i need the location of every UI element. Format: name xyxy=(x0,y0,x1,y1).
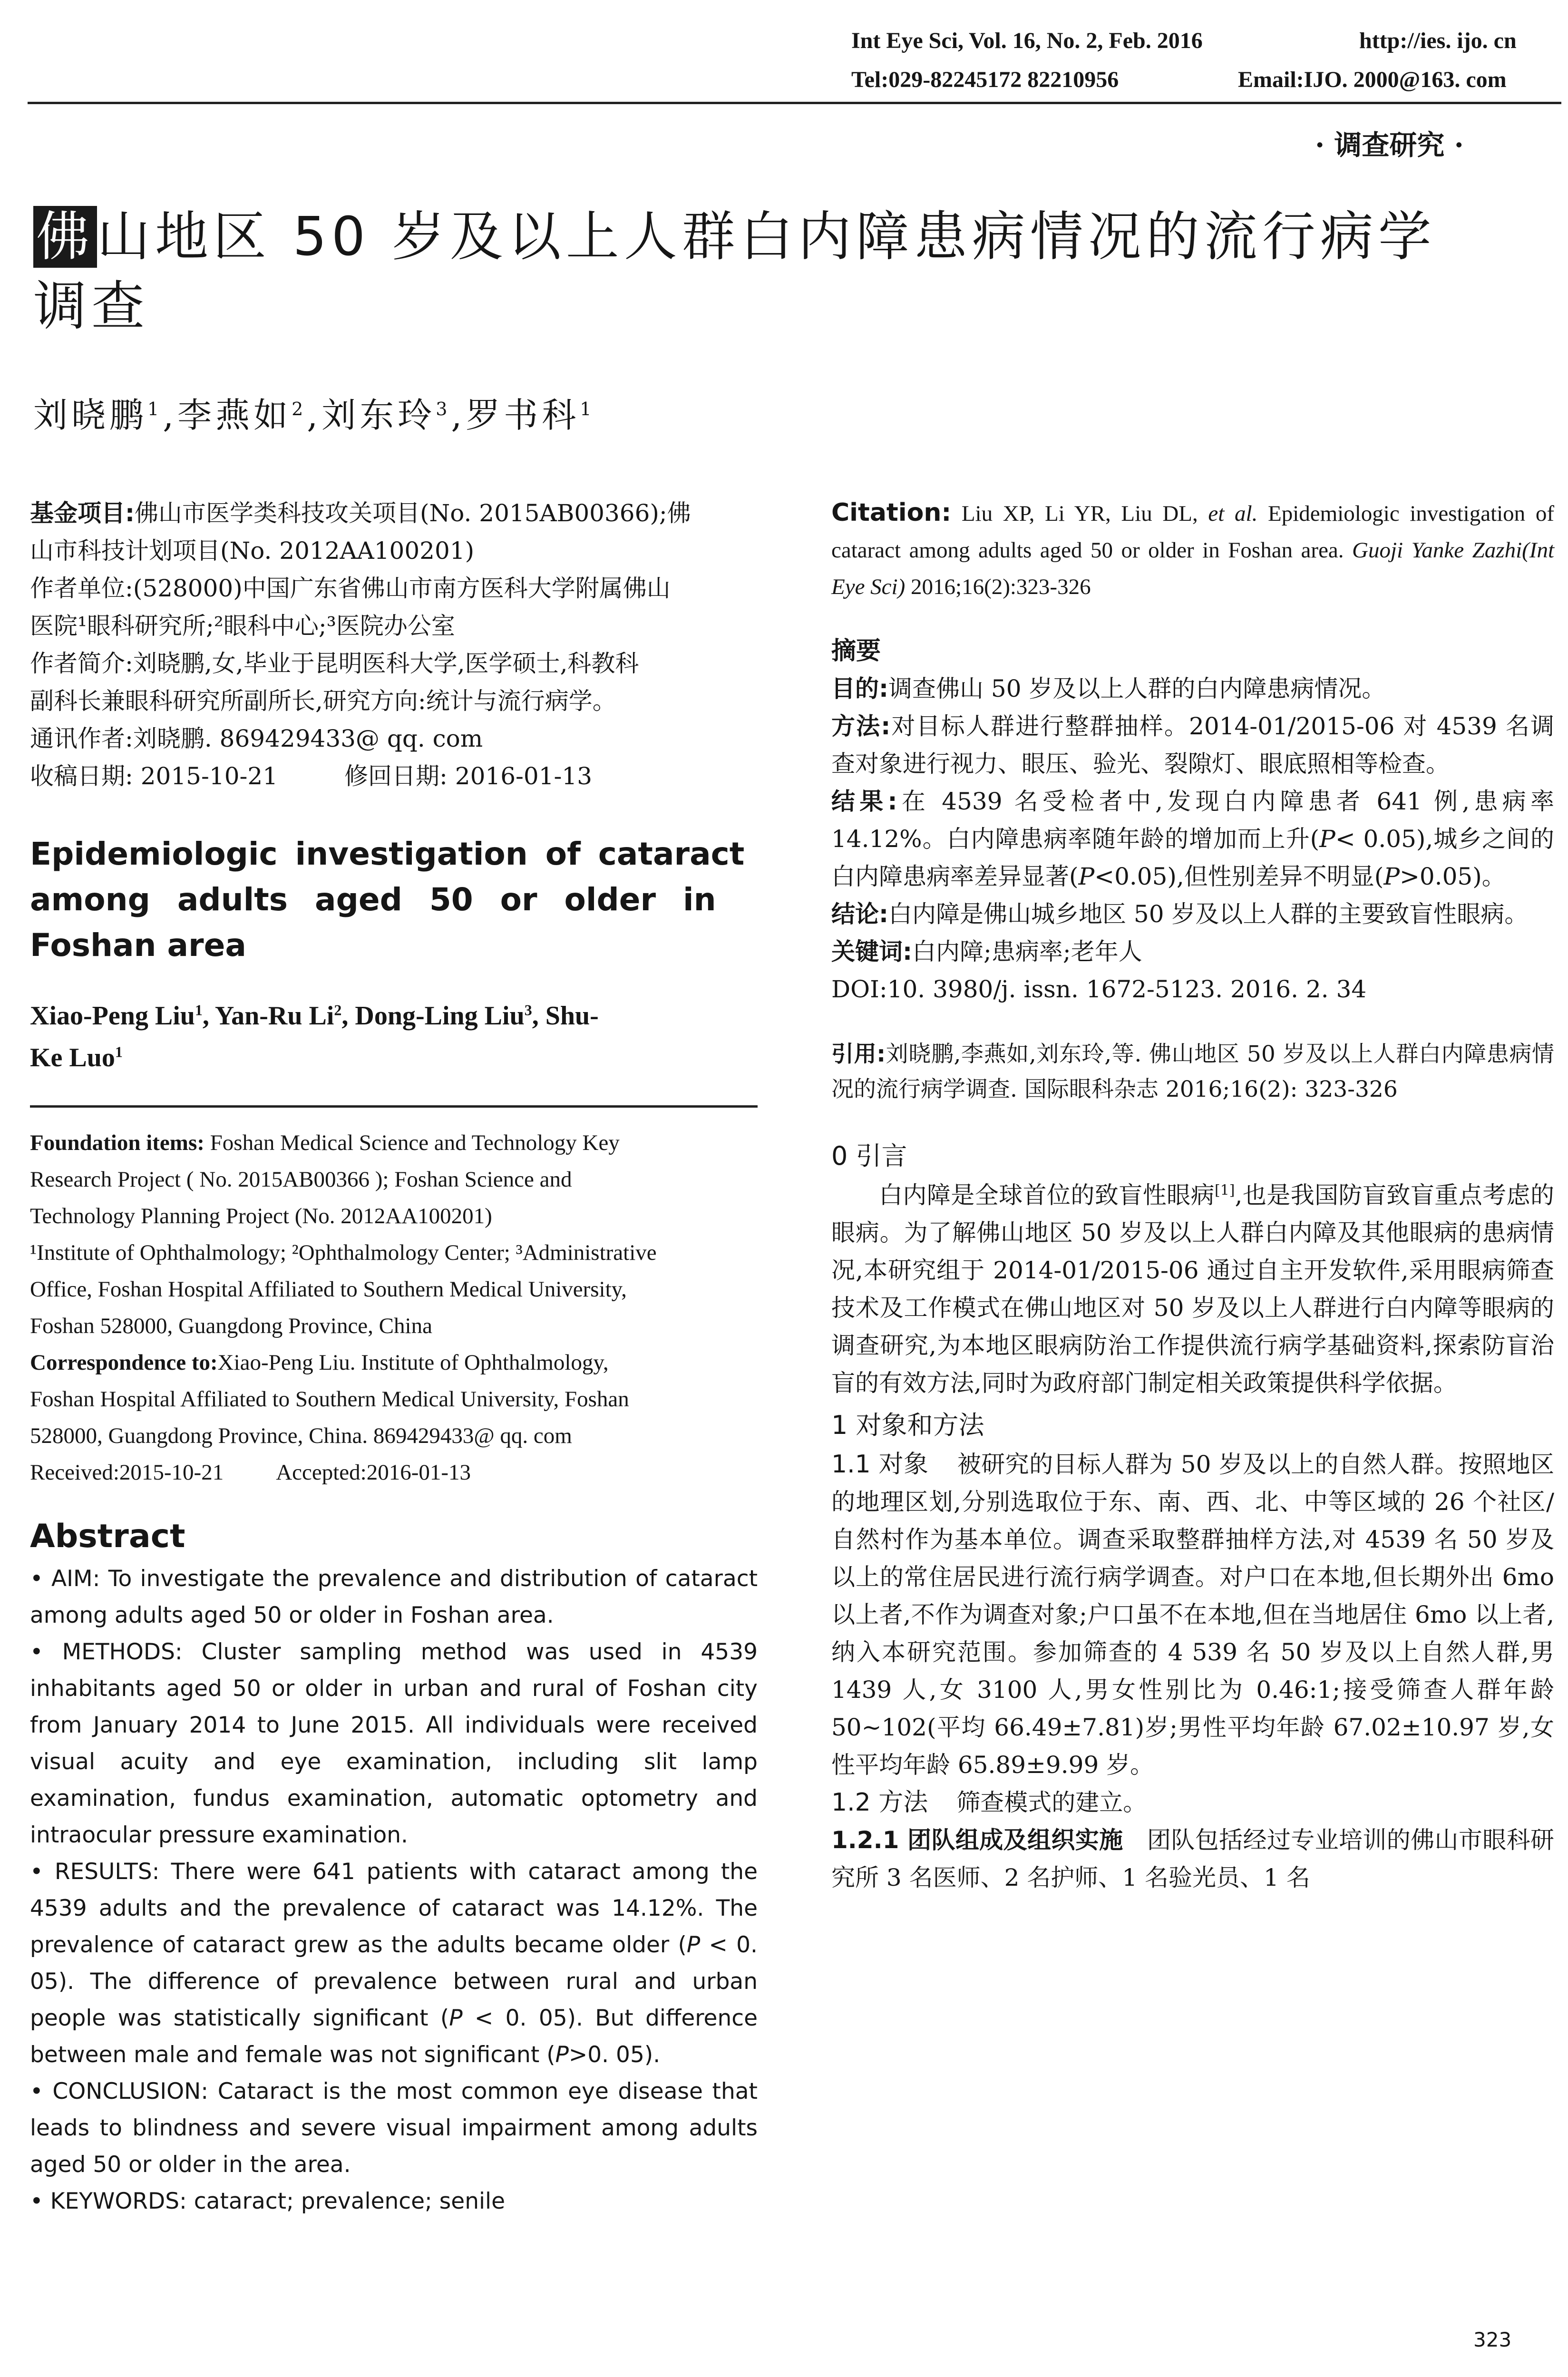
author-3-sup: 3 xyxy=(436,399,451,419)
fund-text-2: 山市科技计划项目(No. 2012AA100201) xyxy=(30,537,475,565)
results-p-1: P xyxy=(686,1932,701,1958)
results-part-2: < 0. 05). The difference of prevalence between rural and urban people was statistically significant ( xyxy=(30,1932,758,2031)
author-4-sup: 1 xyxy=(580,399,595,419)
section-1-2 xyxy=(831,1784,1554,1822)
results-cn-text-2: < 0.05),城乡之间的白内障患病率差异显著( xyxy=(831,825,1554,890)
author-en-3-sup: 3 xyxy=(524,1001,532,1019)
results-cn-p-3: P xyxy=(1383,863,1400,890)
page-number: 323 xyxy=(1473,2328,1512,2351)
bio-line-1: 作者简介:刘晓鹏,女,毕业于昆明医科大学,医学硕士,科教科 xyxy=(30,650,639,677)
abstract-aim: • AIM: To investigate the prevalence and distribution of cataract among adults aged 50 or older in Foshan area. xyxy=(30,1566,758,1628)
header-rule xyxy=(28,102,1561,104)
title-en-line-3: Foshan area xyxy=(30,927,246,964)
correspondence-line-2: Foshan Hospital Affiliated to Southern Medical University, Foshan xyxy=(30,1387,629,1412)
intro-ref[interactable]: [1] xyxy=(1215,1182,1235,1199)
author-1: 刘晓鹏 xyxy=(33,395,148,435)
author-en-3: , Dong-Ling Liu xyxy=(341,1001,525,1031)
author-4: 罗书科 xyxy=(466,395,580,435)
cite-cn-label: 引用: xyxy=(831,1041,886,1067)
author-2-sup: 2 xyxy=(292,399,307,419)
title-en-line-1: Epidemiologic investigation of cataract xyxy=(30,836,745,872)
cite-cn-text: 刘晓鹏,李燕如,刘东玲,等. 佛山地区 50 岁及以上人群白内障患病情况的流行病学调查. 国际眼科杂志 2016;16(2): 323-326 xyxy=(831,1041,1555,1102)
title-en-line-2: among adults aged 50 or older in xyxy=(30,881,716,918)
abstract-methods: • METHODS: Cluster sampling method was used in 4539 inhabitants aged 50 or older in urban and rural of Foshan city from January 2014 to June 2015. All individuals were received visual acuity and eye examination, including slit lamp examination, fundus examination, automatic optometry and intraocular pressure examination. xyxy=(30,1639,758,1848)
section-1-2-1 xyxy=(831,1822,1554,1897)
fund-cn xyxy=(30,495,758,795)
foundation-label: Foundation items: xyxy=(30,1130,205,1155)
institute-line-3: Foshan 528000, Guangdong Province, China xyxy=(30,1314,432,1338)
unit-line-1: 作者单位:(528000)中国广东省佛山市南方医科大学附属佛山 xyxy=(30,575,671,602)
section-1-2-label: 1.2 方法 xyxy=(831,1788,928,1817)
foundation-line-2: Research Project ( No. 2015AB00366 ); Foshan Science and xyxy=(30,1167,572,1192)
results-p-2: P xyxy=(449,2005,463,2031)
intro-paragraph xyxy=(831,1177,1554,1402)
aim-cn-text: 调查佛山 50 岁及以上人群的白内障患病情况。 xyxy=(888,675,1386,702)
authors-cn: 刘晓鹏$^1$,李燕如$^2$,刘东玲$^3$,罗书科$^1$ xyxy=(33,395,595,435)
citation-label: Citation: xyxy=(831,498,952,527)
revised-cn: 修回日期: 2016-01-13 xyxy=(344,762,593,790)
section-1-1 xyxy=(831,1446,1554,1784)
journal-url[interactable]: http://ies. ijo. cn xyxy=(1359,28,1517,53)
title-en xyxy=(30,831,758,968)
bio-line-2: 副科长兼眼科研究所副所长,研究方向:统计与流行病学。 xyxy=(30,687,616,715)
results-part-4: >0. 05). xyxy=(568,2042,661,2068)
citation-text-2: Epidemiologic investigation of cataract among adults aged 50 or older in Foshan area. xyxy=(831,501,1554,563)
authors-en xyxy=(30,995,758,1079)
section-1-heading: 1 对象和方法 xyxy=(831,1410,984,1440)
unit-line-2: 医院¹眼科研究所;²眼科中心;³医院办公室 xyxy=(30,612,455,640)
abstract-en xyxy=(30,1560,758,2220)
author-en-1: Xiao-Peng Liu xyxy=(30,1001,195,1031)
citation-en xyxy=(831,495,1554,605)
author-en-2: , Yan-Ru Li xyxy=(202,1001,334,1031)
received-en: Received:2015-10-21 xyxy=(30,1460,224,1485)
abstract-results xyxy=(30,1853,758,2073)
author-en-1-sup: 1 xyxy=(195,1001,203,1019)
author-en-4a: , Shu- xyxy=(532,1001,599,1031)
methods-cn-label: 方法: xyxy=(831,712,891,740)
journal-tel: Tel:029-82245172 82210956 xyxy=(851,67,1119,92)
title-line2: 调查 xyxy=(33,275,149,337)
section-1-2-text: 筛查模式的建立。 xyxy=(956,1789,1147,1816)
results-part-3: < 0. 05). But difference between male and female was not significant ( xyxy=(30,2005,758,2068)
results-cn-p-2: P xyxy=(1078,863,1095,890)
keywords-cn-label: 关键词: xyxy=(831,938,912,965)
title-line1: 山地区 50 岁及以上人群白内障患病情况的流行病学 xyxy=(97,206,1436,268)
conclusion-cn-label: 结论: xyxy=(831,900,888,928)
results-cn-text-1: 在 4539 名受检者中,发现白内障患者 641 例,患病率 14.12%。白内障患病率随年龄的增加而上升( xyxy=(831,788,1555,853)
foundation-line-3: Technology Planning Project (No. 2012AA100201) xyxy=(30,1204,492,1228)
cite-cn xyxy=(831,1037,1554,1107)
citation-journal: Guoji Yanke Zazhi(Int Eye Sci) xyxy=(831,538,1554,599)
methods-cn-text: 对目标人群进行整群抽样。2014-01/2015-06 对 4539 名调查对象进行视力、眼压、验光、裂隙灯、眼底照相等检查。 xyxy=(831,712,1554,778)
institute-line-1: ¹Institute of Ophthalmology; ²Ophthalmology Center; ³Administrative xyxy=(30,1240,657,1265)
aim-cn-label: 目的: xyxy=(831,675,888,702)
foundation-en xyxy=(30,1125,758,1491)
results-cn-text-3: <0.05),但性别差异不明显( xyxy=(1094,863,1384,890)
foundation-line-1: Foshan Medical Science and Technology Key xyxy=(210,1130,620,1155)
journal-email[interactable]: Email:IJO. 2000@163. com xyxy=(1238,67,1507,92)
results-part-1: • RESULTS: There were 641 patients with cataract among the 4539 adults and the prevalence of cataract was 14.12%. The prevalence of cataract grew as the adults became older ( xyxy=(30,1859,758,1958)
accepted-en: Accepted:2016-01-13 xyxy=(276,1460,471,1485)
institute-line-2: Office, Foshan Hospital Affiliated to Southern Medical University, xyxy=(30,1277,627,1302)
citation-text-3: 2016;16(2):323-326 xyxy=(905,575,1091,599)
corr-email-cn: 通讯作者:刘晓鹏. 869429433@ qq. com xyxy=(30,725,483,752)
intro-text-b: ,也是我国防盲致盲重点考虑的眼病。为了解佛山地区 50 岁及以上人群白内障及其他眼病的患病情况,本研究组于 2014-01/2015-06 通过自主开发软件,采用眼病筛查技术及工作模式在佛山地区对 50 岁及以上人群进行白内障等眼病的调查研究,为本地区眼病防治工作提供流行病学基础资料,探索防盲治盲的有效方法,同时为政府部门制定相关政策提供科学依据。 xyxy=(831,1181,1554,1397)
left-column xyxy=(30,495,758,2220)
abstract-heading: Abstract xyxy=(30,1518,185,1555)
results-cn-label: 结果: xyxy=(831,788,897,815)
abstract-cn xyxy=(831,670,1554,1008)
author-2: 李燕如 xyxy=(177,395,292,435)
right-column xyxy=(831,495,1554,1897)
author-1-sup: 1 xyxy=(147,399,163,419)
abstract-conclusion: • CONCLUSION: Cataract is the most common eye disease that leads to blindness and severe visual impairment among adults aged 50 or older in the area. xyxy=(30,2078,758,2178)
results-p-3: P xyxy=(555,2042,569,2068)
conclusion-cn-text: 白内障是佛山城乡地区 50 岁及以上人群的主要致盲性眼病。 xyxy=(888,900,1529,928)
author-en-4b: Ke Luo xyxy=(30,1043,115,1072)
correspondence-label: Correspondence to: xyxy=(30,1350,218,1375)
section-label: · 调查研究 · xyxy=(1315,129,1464,161)
fund-label: 基金项目: xyxy=(30,499,135,527)
left-rule xyxy=(30,1105,758,1108)
correspondence-line-1: Xiao-Peng Liu. Institute of Ophthalmology, xyxy=(217,1350,609,1375)
section-1-1-label: 1.1 对象 xyxy=(831,1450,929,1479)
results-cn-p-1: P xyxy=(1319,825,1335,853)
results-cn-text-4: >0.05)。 xyxy=(1399,863,1506,890)
abstract-keywords: • KEYWORDS: cataract; prevalence; senile xyxy=(30,2188,506,2214)
keywords-cn-text: 白内障;患病率;老年人 xyxy=(912,938,1142,965)
citation-etal: et al. xyxy=(1198,501,1258,526)
intro-text-a: 白内障是全球首位的致盲性眼病 xyxy=(879,1181,1215,1209)
journal-info: Int Eye Sci, Vol. 16, No. 2, Feb. 2016 xyxy=(851,28,1203,53)
intro-heading: 0 引言 xyxy=(831,1141,907,1171)
author-en-2-sup: 2 xyxy=(334,1001,342,1019)
author-3: 刘东玲 xyxy=(321,395,436,435)
correspondence-line-3: 528000, Guangdong Province, China. 869429433@ qq. com xyxy=(30,1423,572,1448)
fund-text-1: 佛山市医学类科技攻关项目(No. 2015AB00366);佛 xyxy=(135,499,691,527)
author-en-4-sup: 1 xyxy=(115,1043,123,1061)
doi[interactable]: DOI:10. 3980/j. issn. 1672-5123. 2016. 2. 34 xyxy=(831,975,1367,1003)
section-1-2-1-label: 1.2.1 团队组成及组织实施 xyxy=(831,1826,1123,1854)
section-1-2-1-text: 团队包括经过专业培训的佛山市眼科研究所 3 名医师、2 名护师、1 名验光员、1 名 xyxy=(831,1826,1555,1891)
citation-text-1: Liu XP, Li YR, Liu DL, xyxy=(951,501,1198,526)
section-1-1-text: 被研究的目标人群为 50 岁及以上的自然人群。按照地区的地理区划,分别选取位于东、南、西、北、中等区域的 26 个社区/自然村作为基本单位。调查采取整群抽样方法,对 4539 名 50 岁及以上的常住居民进行流行病学调查。对户口在本地,但长期外出 6mo 以上者,不作为调查对象;户口虽不在本地,但在当地居住 6mo 以上者,纳入本研究范围。参加筛查的 4 539 名 50 岁及以上自然人群,男 1439 人,女 3100 人,男女性别比为 0.46:1;接受筛查人群年龄 50~102(平均 66.49±7.81)岁;男性平均年龄 67.02±10.97 岁,女性平均年龄 65.89±9.99 岁。 xyxy=(831,1451,1554,1779)
title-cn xyxy=(33,202,1555,341)
title-first-char: 佛 xyxy=(33,206,97,268)
abstract-cn-heading: 摘要 xyxy=(831,637,881,665)
received-cn: 收稿日期: 2015-10-21 xyxy=(30,762,278,790)
